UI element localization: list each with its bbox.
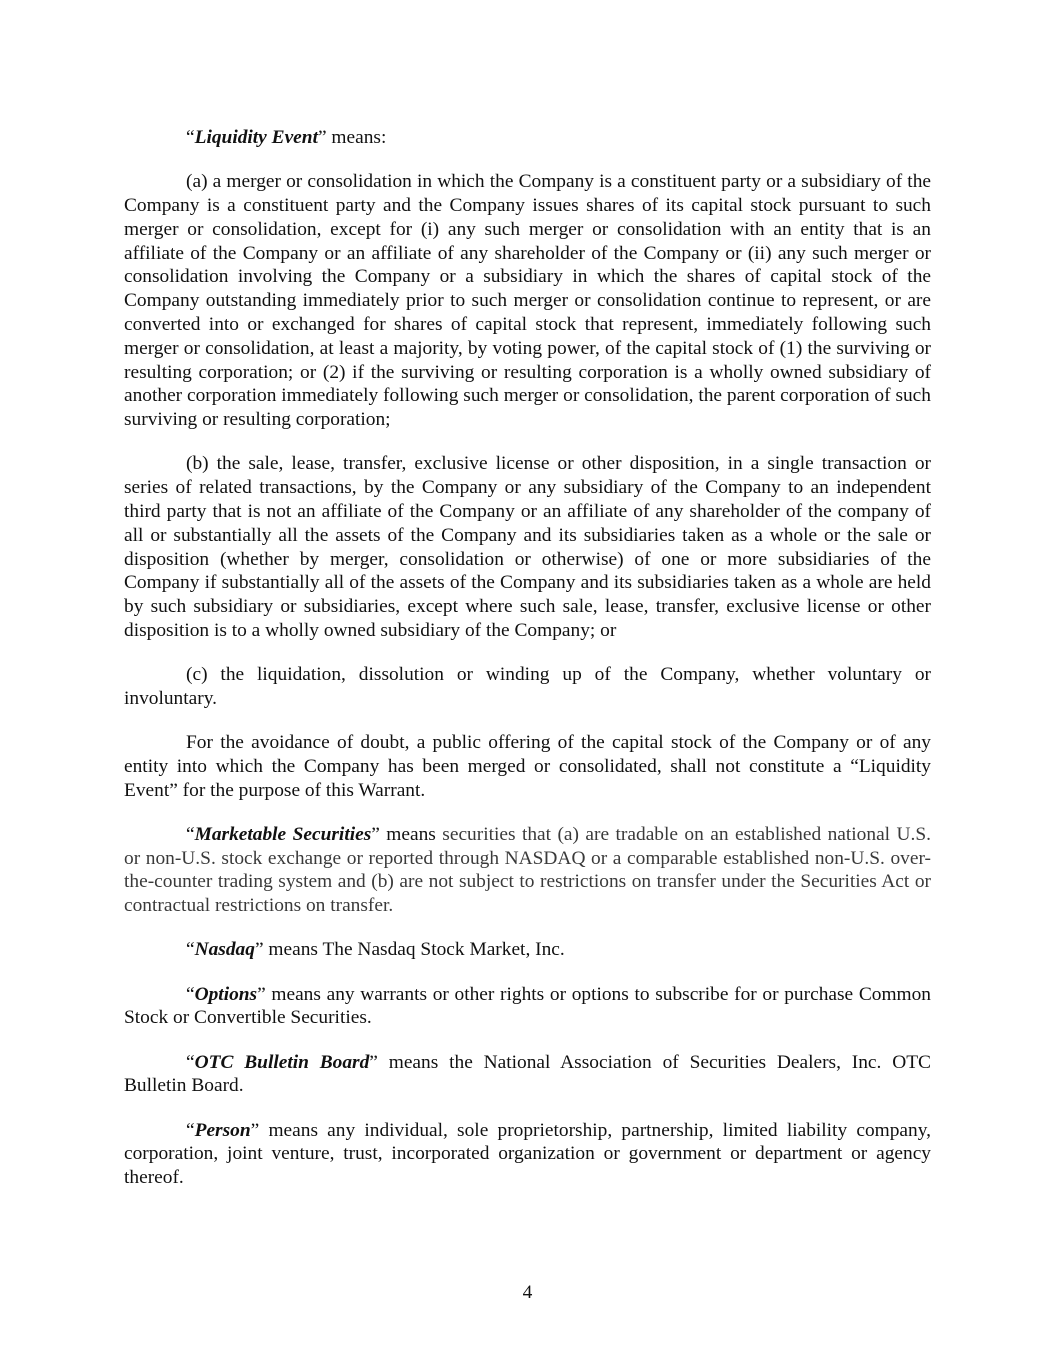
liquidity-event-clause-b: (b) the sale, lease, transfer, exclusive license or other disposition, in a single transaction or series of related transactions, by the Company or any subsidiary of the Company to an independent third party that is not an affiliate of the Company or an affiliate of any shareholder of the company of all or substantially all the assets of the Company and its subsidiaries taken as a whole or the sale or disposition (whether by merger, consolidation or otherwise) of one or more subsidiaries of the Company if substantially all of the assets of the Company and its subsidiaries taken as a whole are held by such subsidiary or subsidiaries, except where such sale, lease, transfer, exclusive license or other disposition is to a wholly owned subsidiary of the Company; or [124,453,931,641]
liquidity-event-clause-a: (a) a merger or consolidation in which the Company is a constituent party or a subsidiary of the Company is a constituent party and the Company issues shares of its capital stock pursuant to such merger or consolidation, except for (i) any such merger or consolidation with an entity that is an affiliate of the Company or an affiliate of any shareholder of the Company or (ii) any such merger or consolidation involving the Company or a subsidiary in which the shares of capital stock of the Company outstanding immediately prior to such merger or consolidation continue to represent, or are converted into or exchanged for shares of capital stock that represent, immediately following such merger or consolidation, at least a majority, by voting power, of the capital stock of (1) the surviving or resulting corporation; or (2) if the surviving or resulting corporation is a wholly owned subsidiary of another corporation immediately following such merger or consolidation, the parent corporation of such surviving or resulting corporation; [124,171,931,431]
liquidity-event-note: For the avoidance of doubt, a public offering of the capital stock of the Company or of any entity into which the Company has been merged or consolidated, shall not constitute a “Liquidity Event” for the purpose of this Warrant. [124,732,931,801]
definition-text: ” means the National Association of Securities Dealers, Inc. OTC Bulletin Board. [124,1051,931,1097]
open-quote: “ [186,127,195,148]
page-content [124,126,931,1210]
open-quote: “ [186,939,195,961]
definition-nasdaq [124,938,931,962]
defined-term-person: Person [194,1119,251,1141]
definition-marketable-securities [124,823,931,918]
definition-text: ” means: [317,127,387,148]
defined-term-otc-bulletin-board: OTC Bulletin Board [194,1051,370,1073]
open-quote: “ [186,1051,195,1073]
open-quote: “ [186,1119,195,1141]
definition-text: ” means any warrants or other rights or options to subscribe for or purchase Common Stock or Convertible Securities. [124,983,931,1029]
definition-means: ” means [371,823,436,845]
definition-otc-bulletin-board [124,1051,931,1099]
definition-text: ” means The Nasdaq Stock Market, Inc. [254,939,565,961]
defined-term-nasdaq: Nasdaq [194,939,255,961]
defined-term-liquidity-event: Liquidity Event [194,127,318,148]
open-quote: “ [186,823,195,845]
page-number: 4 [522,1282,533,1303]
definition-liquidity-event [124,126,931,150]
definition-text: ” means any individual, sole proprietorship, partnership, limited liability company, corporation, joint venture, trust, incorporated organization or government or department or agency thereof. [124,1119,931,1189]
definition-options [124,983,931,1031]
open-quote: “ [186,983,195,1005]
liquidity-event-clause-c: (c) the liquidation, dissolution or winding up of the Company, whether voluntary or involuntary. [124,664,931,709]
defined-term-options: Options [194,983,258,1005]
definition-text: securities that (a) are tradable on an established national U.S. or non-U.S. stock exchange or reported through NASDAQ or a comparable established non-U.S. over-the-counter trading system and (b) are not subject to restrictions on transfer under the Securities Act or contractual restrictions on transfer. [124,823,931,917]
defined-term-marketable-securities: Marketable Securities [194,823,372,845]
definition-person [124,1119,931,1190]
